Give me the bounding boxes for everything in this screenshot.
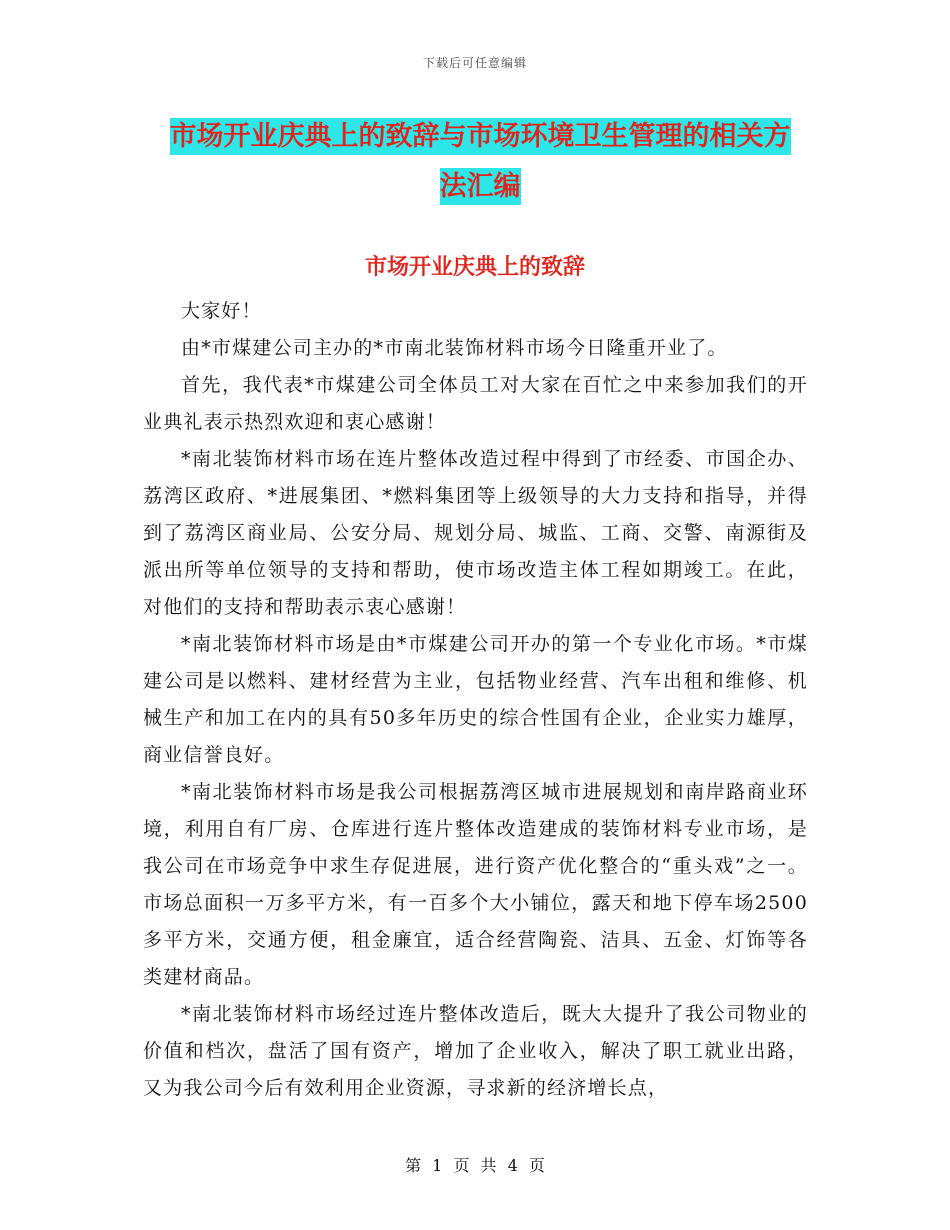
page-footer: 第 1 页 共 4 页 — [405, 1156, 545, 1175]
paragraph: *南北装饰材料市场是我公司根据荔湾区城市进展规划和南岸路商业环境，利用自有厂房、仓库进行连片整体改造建成的装饰材料专业市场，是我公司在市场竞争中求生存促进展，进行资产优化整合的“重头戏”之一。市场总面积一万多平方米，有一百多个大小铺位，露天和地下停车场2500多平方米，交通方便，租金廉宜，适合经营陶瓷、洁具、五金、灯饰等各类建材商品。 — [143, 781, 808, 988]
paragraph: 首先，我代表*市煤建公司全体员工对大家在百忙之中来参加我们的开业典礼表示热烈欢迎和衷心感谢！ — [143, 374, 808, 433]
body-text — [143, 293, 808, 1107]
document-title-line-1: 市场开业庆典上的致辞与市场环境卫生管理的相关方 — [170, 118, 791, 155]
section-title: 市场开业庆典上的致辞 — [364, 255, 585, 280]
paragraph: *南北装饰材料市场是由*市煤建公司开办的第一个专业化市场。*市煤建公司是以燃料、建材经营为主业，包括物业经营、汽车出租和维修、机械生产和加工在内的具有50多年历史的综合性国有企业，企业实力雄厚，商业信誉良好。 — [143, 633, 808, 766]
document-title — [140, 112, 820, 212]
paragraph-greeting: 大家好！ — [181, 300, 262, 322]
paragraph: *南北装饰材料市场在连片整体改造过程中得到了市经委、市国企办、荔湾区政府、*进展集团、*燃料集团等上级领导的大力支持和指导，并得到了荔湾区商业局、公安分局、规划分局、城监、工商、交警、南源街及派出所等单位领导的支持和帮助，使市场改造主体工程如期竣工。在此，对他们的支持和帮助表示衷心感谢！ — [143, 448, 808, 618]
document-title-line-2: 法汇编 — [440, 168, 521, 205]
paragraph: *南北装饰材料市场经过连片整体改造后，既大大提升了我公司物业的价值和档次，盘活了国有资产，增加了企业收入，解决了职工就业出路，又为我公司今后有效利用企业资源，寻求新的经济增长点， — [143, 1003, 808, 1099]
header-note: 下载后可任意编辑 — [422, 56, 527, 70]
paragraph: 由*市煤建公司主办的*市南北装饰材料市场今日隆重开业了。 — [181, 337, 728, 359]
